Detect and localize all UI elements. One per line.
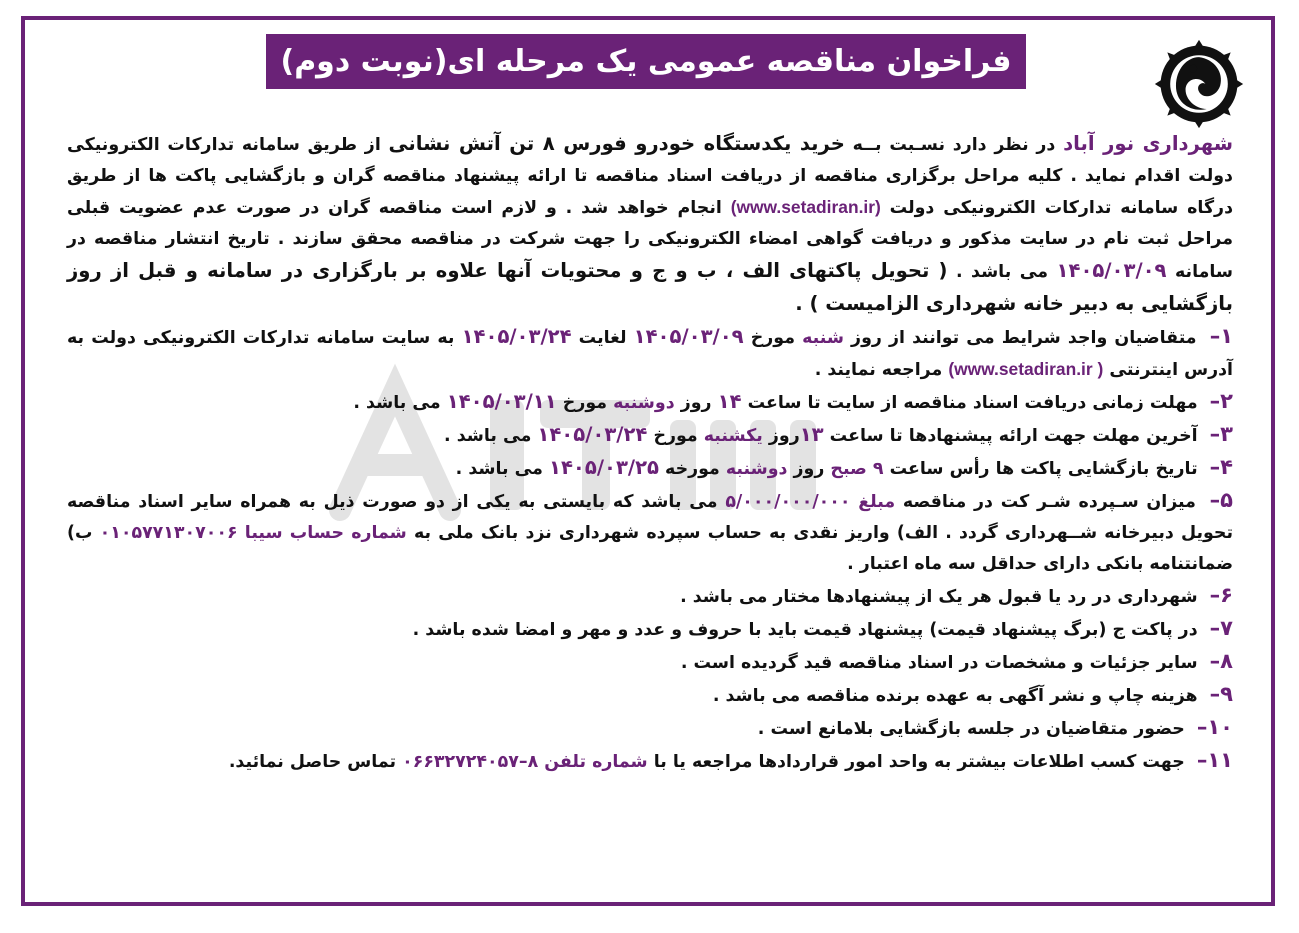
condition-number: ۱۱– [1196,748,1233,772]
highlighted-value: شنبه [802,328,844,348]
condition-text: تاریخ بازگشایی پاکت ها رأس ساعت [883,459,1204,479]
highlighted-value: ۱۴۰۵/۰۳/۲۴ [537,423,648,446]
condition-text: ب) ضمانتنامه بانکی دارای حداقل سه ماه اعتبار . [67,523,1233,574]
highlighted-value: دوشنبه [613,393,675,413]
highlighted-value: شماره تلفن ۸–۰۶۶۳۲۷۲۴۰۵۷ [402,752,648,772]
intro-paragraph [67,128,1233,321]
condition-item [67,580,1233,613]
condition-text: مورخه [659,459,726,479]
highlighted-value: ۹ صبح [830,459,884,479]
highlighted-value: ۱۴۰۵/۰۳/۲۵ [549,456,659,479]
setadiran-link[interactable]: ( www.setadiran.ir) [948,359,1104,379]
condition-item [67,485,1233,580]
setadiran-link[interactable]: (www.setadiran.ir) [730,197,881,217]
condition-item [67,613,1233,646]
condition-number: ۱۰– [1196,715,1233,739]
intro-text-4: می باشد . [947,262,1057,282]
highlighted-value: ۱۴۰۵/۰۳/۰۹ [633,325,744,348]
condition-text: در پاکت ج (برگ پیشنهاد قیمت) پیشنهاد قیمت باید با حروف و عدد و مهر و امضا شده باشد . [412,620,1204,640]
tender-subject: خرید یکدستگاه خودرو فورس ۸ تن آتش نشانی [388,132,845,155]
highlighted-value: شماره حساب سیبا ۰۱۰۵۷۷۱۳۰۷۰۰۶ [99,523,407,543]
condition-text: شهرداری در رد یا قبول هر یک از پیشنهادها مختار می باشد . [680,587,1204,607]
condition-number: ۳– [1209,422,1233,446]
municipality-emblem-icon [1151,36,1247,132]
condition-text: متقاضیان واجد شرایط می توانند از روز [843,328,1204,348]
condition-item [67,419,1233,452]
condition-number: ۷– [1209,616,1233,640]
condition-text: لغایت [571,328,634,348]
condition-text: حضور متقاضیان در جلسه بازگشایی بلامانع است . [757,719,1191,739]
condition-number: ۹– [1209,682,1233,706]
condition-text: به سایت سامانه تدارکات الکترونیکی دولت به آدرس اینترنتی [67,328,1233,380]
condition-text: روز [787,459,831,479]
condition-text: آخرین مهلت جهت ارائه پیشنهادها تا ساعت [823,426,1204,446]
condition-text: سایر جزئیات و مشخصات در اسناد مناقصه قید گردیده است . [680,653,1204,673]
condition-text: می باشد که بایستی به یکی از دو صورت ذیل به همراه سایر اسناد مناقصه تحویل دبیرخانه شــهرداری گردد . الف) واریز نقدی به حساب سپرده شهرداری نزد بانک ملی به [67,492,1233,543]
condition-item [67,321,1233,386]
condition-text: روز [674,393,718,413]
highlighted-value: ۱۴۰۵/۰۳/۲۴ [461,325,572,348]
condition-text: می باشد . [455,459,549,479]
highlighted-value: ۱۳ [799,423,824,446]
condition-number: ۴– [1209,455,1233,479]
intro-text-2: از طریق سامانه تدارکات الکترونیکی دولت اقدام نماید . کلیه مراحل برگزاری مناقصه از دریافت اسناد مناقصه تا ارائه پیشنهاد مناقصه گران و بازگشایی پاکت ها از طریق درگاه سامانه تدارکات الکترونیکی دولت [67,135,1233,218]
condition-item [67,745,1233,778]
condition-text: می باشد . [353,393,447,413]
condition-text: تماس حاصل نمائید. [228,752,403,772]
condition-item [67,646,1233,679]
condition-text: جهت کسب اطلاعات بیشتر به واحد امور قراردادها مراجعه یا با [647,752,1191,772]
delivery-note: ( تحویل پاکتهای الف ، ب و ج و محتویات آنها علاوه بر بارگزاری در سامانه و قبل از روز بازگشایی به دبیر خانه شهرداری الزامیست ) . [67,259,1233,315]
condition-text: می باشد . [444,426,538,446]
condition-text: میزان سـپرده شـر کت در مناقصه [895,492,1204,512]
publication-date: ۱۴۰۵/۰۳/۰۹ [1056,259,1167,282]
condition-item [67,712,1233,745]
highlighted-value: ۱۴۰۵/۰۳/۱۱ [446,390,557,413]
condition-text: مورخ [556,393,614,413]
conditions-list [67,321,1233,778]
organization-name: شهرداری نور آباد [1063,132,1233,155]
highlighted-value: یکشنبه [703,426,763,446]
condition-text: مراجعه نمایند . [814,360,949,380]
highlighted-value: دوشنبه [725,459,788,479]
condition-number: ۵– [1209,488,1233,512]
condition-text: هزینه چاپ و نشر آگهی به عهده برنده مناقصه می باشد . [712,686,1204,706]
condition-item [67,679,1233,712]
condition-number: ۶– [1209,583,1233,607]
intro-text-1: در نظر دارد نسـبت بــه [844,135,1064,155]
announcement-body [67,128,1233,778]
condition-text: مورخ [743,328,803,348]
condition-text: مورخ [647,426,704,446]
highlighted-value: مبلغ ۵/۰۰۰/۰۰۰/۰۰۰ [725,492,896,512]
condition-number: ۸– [1209,649,1233,673]
condition-item [67,452,1233,485]
highlighted-value: ۱۴ [717,390,742,413]
condition-text: روز [762,426,800,446]
intro-text-3: انجام خواهد شد . و لازم است مناقصه گران در صورت عدم عضویت قبلی مراحل ثبت نام در سایت مذکور و دریافت گواهی امضاء الکترونیکی را جهت شرکت در مناقصه محقق سازند . تاریخ انتشار مناقصه در سامانه [67,198,1233,282]
condition-number: ۲– [1209,389,1233,413]
condition-text: مهلت زمانی دریافت اسناد مناقصه از سایت تا ساعت [741,393,1204,413]
condition-number: ۱– [1209,324,1234,348]
announcement-title: فراخوان مناقصه عمومی یک مرحله ای(نوبت دوم) [266,34,1026,89]
condition-item [67,386,1233,419]
